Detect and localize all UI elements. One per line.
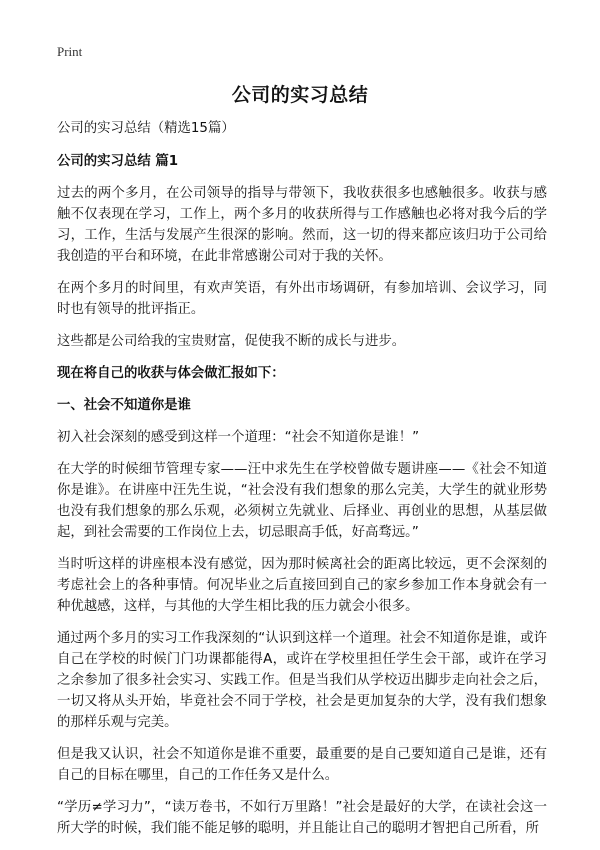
paragraph-8: 但是我又认识，社会不知道你是谁不重要，最重要的是自己要知道自己是谁，还有自己的目标在哪里，自己的工作任务又是什么。: [57, 747, 547, 783]
document-subtitle: 公司的实习总结（精选15篇）: [57, 121, 235, 136]
section-heading: 公司的实习总结 篇1: [57, 154, 179, 169]
document-title: 公司的实习总结: [231, 84, 369, 106]
paragraph-6: 当时听这样的讲座根本没有感觉，因为那时候离社会的距离比较远，更不会深刻的考虑社会上的各种事情。何况毕业之后直接回到自己的家乡参加工作本身就会有一种优越感，这样，与其他的大学生相比我的压力就会小很多。: [57, 557, 547, 614]
paragraph-5: 在大学的时候细节管理专家——汪中求先生在学校曾做专题讲座——《社会不知道你是谁》。在讲座中汪先生说，“社会没有我们想象的那么完美，大学生的就业形势也没有我们想象的那么乐观，必须树立先就业、后择业、再创业的思想，从基层做起，到社会需要的工作岗位上去，切忌眼高手低，好高骛远。”: [57, 462, 547, 540]
paragraph-2: 在两个多月的时间里，有欢声笑语，有外出市场调研，有参加培训、会议学习，同时也有领导的批评指正。: [57, 281, 547, 317]
paragraph-7: 通过两个多月的实习工作我深刻的“认识到这样一个道理。社会不知道你是谁，或许自己在学校的时候门门功课都能得A，或许在学校里担任学生会干部，或许在学习之余参加了很多社会实习、实践工作。但是当我们从学校迈出脚步走向社会之后，一切又将从头开始，毕竟社会不同于学校，社会是更加复杂的大学，没有我们想象的那样乐观与完美。: [57, 631, 547, 730]
print-label[interactable]: Print: [57, 44, 83, 59]
report-heading: 现在将自己的收获与体会做汇报如下：: [57, 366, 285, 381]
document-body: [57, 118, 547, 850]
paragraph-1: 过去的两个多月，在公司领导的指导与带领下，我收获很多也感触很多。收获与感触不仅表现在学习，工作上，两个多月的收获所得与工作感触也必将对我今后的学习，工作，生活与发展产生很深的影响。然而，这一切的得来都应该归功于公司给我创造的平台和环境，在此非常感谢公司对于我的关怀。: [57, 186, 547, 264]
subsection-heading-one: 一、社会不知道你是谁: [57, 398, 191, 413]
paragraph-9: “学历≠学习力”，“读万卷书，不如行万里路！”社会是最好的大学，在读社会这一所大学的时候，我们能不能足够的聪明，并且能让自己的聪明才智把自己所看，所: [57, 800, 547, 836]
paragraph-4: 初入社会深刻的感受到这样一个道理：“社会不知道你是谁！”: [57, 430, 420, 445]
paragraph-3: 这些都是公司给我的宝贵财富，促使我不断的成长与进步。: [57, 334, 406, 349]
